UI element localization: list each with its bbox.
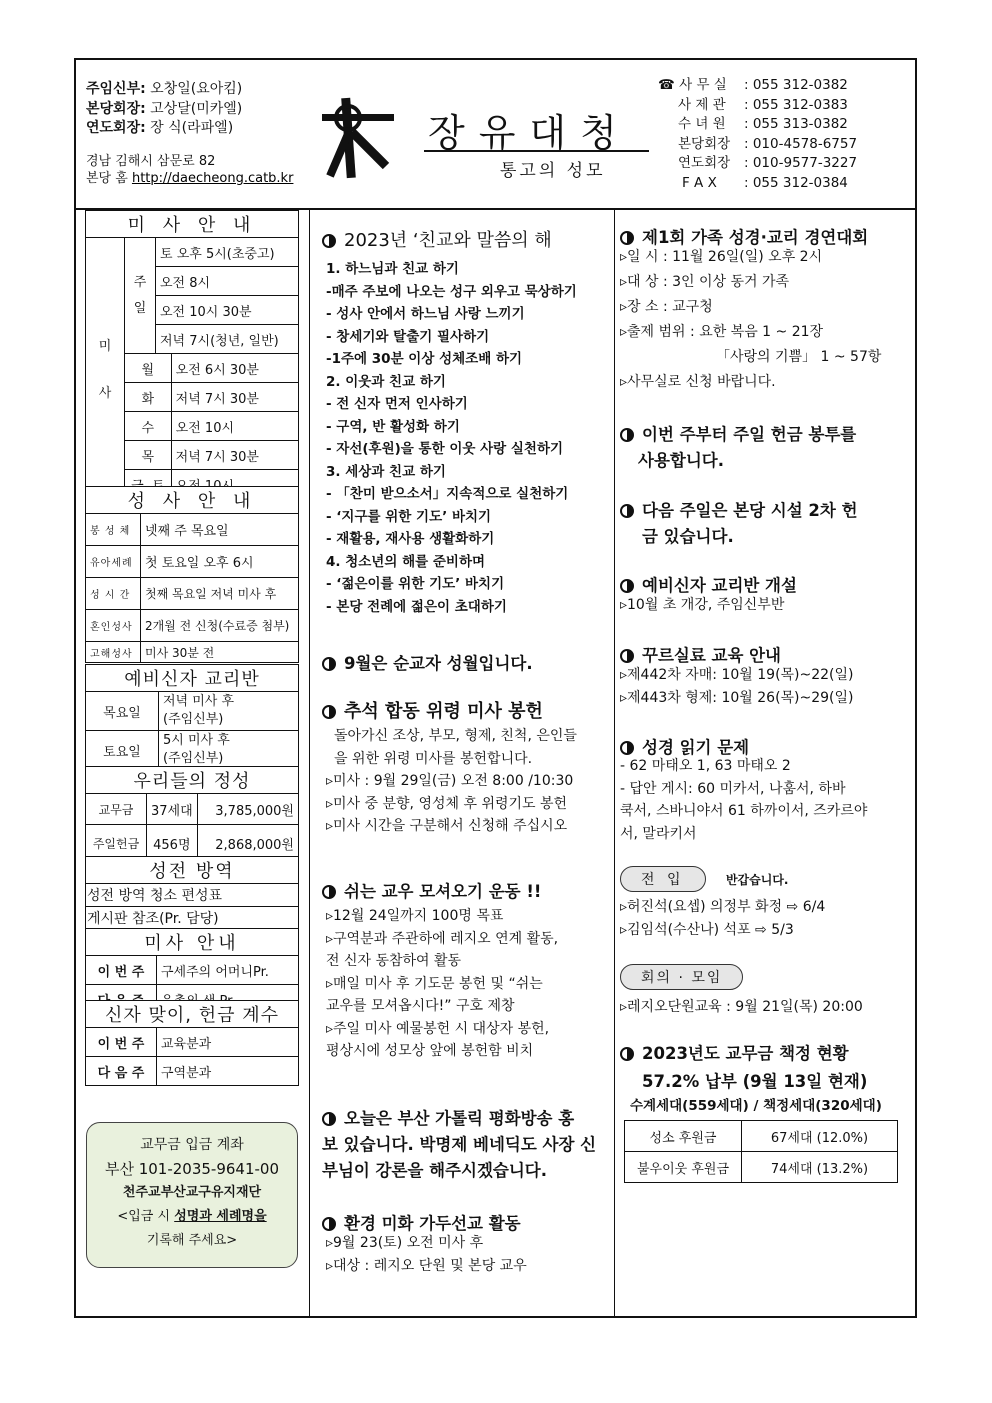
weekday-mon-time: 오전 6시 30분 (171, 354, 298, 383)
pre-class-heading: 예비신자 교리반 개설 (620, 572, 797, 596)
title-underline (424, 150, 649, 152)
transfer-pill: 전 입 (620, 866, 706, 892)
weekday-wed-time: 오전 10시 (171, 412, 298, 441)
sunday-side-label: 주 일 (125, 238, 156, 354)
envelope-line: 사용합니다. (638, 451, 724, 470)
half-moon-icon (322, 1112, 336, 1126)
homepage-link[interactable]: http://daecheong.catb.kr (131, 170, 294, 186)
facility-notice (620, 498, 858, 550)
staff-yeondo-president: 연도회장: 장 식(라파엘) (86, 120, 234, 136)
resting-line: 평상시에 성모상 앞에 봉헌함 비치 (326, 1043, 534, 1059)
envelope-line: 이번 주부터 주일 헌금 봉투를 (620, 422, 856, 448)
dues-heading: 2023년도 교무금 책정 현황 (620, 1040, 849, 1064)
cursillo-heading: 꾸르실료 교육 안내 (620, 642, 781, 666)
theme-line: - 성사 안에서 하느님 사랑 느끼기 (326, 306, 525, 322)
broadcast-notice (322, 1106, 596, 1184)
meeting-header (620, 964, 743, 990)
half-moon-icon (620, 504, 634, 518)
environment-heading: 환경 미화 가두선교 활동 (322, 1210, 521, 1234)
account-title: 교무금 입금 계좌 (140, 1137, 244, 1153)
theme-line: - ‘젊은이를 위한 기도’ 바치기 (326, 576, 505, 592)
resting-line: ▹구역분과 주관하에 레지오 연계 활동, (326, 930, 559, 947)
half-moon-icon (620, 649, 634, 663)
sacrament-value: 첫 토요일 오후 6시 (141, 546, 299, 578)
mass-info-table (85, 210, 299, 499)
parish-address: 경남 김해시 삼문로 82 (86, 154, 216, 169)
broadcast-line: 보 있습니다. 박명제 베네딕도 사장 신 (322, 1135, 597, 1154)
theme-line: 4. 청소년의 해를 준비하며 (326, 553, 486, 570)
mass-guide-choir: 구세주의 어머니Pr. (157, 956, 299, 985)
contest-heading: 제1회 가족 성경·교리 경연대회 (620, 224, 868, 248)
homepage-line: 본당 홈 http://daecheong.catb.kr (86, 170, 294, 186)
offering-type: 주일헌금 (86, 825, 147, 862)
theme-line: 2. 이웃과 친교 하기 (326, 373, 446, 390)
support-fund-value: 74세대 (13.2%) (742, 1152, 898, 1183)
support-fund-name: 성소 후원금 (625, 1121, 742, 1152)
catechumen-table (85, 664, 299, 770)
catechumen-day: 토요일 (86, 731, 159, 770)
contest-line: ▹출제 범위 : 요한 복음 1 ~ 21장 (620, 324, 824, 340)
sunday-mass-3: 오전 10시 30분 (156, 296, 299, 325)
staff-pastor: 주임신부: 오창일(요아킴) (86, 81, 243, 97)
chuseok-line: ▹미사 : 9월 29일(금) 오전 8:00 /10:30 (326, 773, 574, 789)
sunday-mass-1: 토 오후 5시(초중고) (156, 238, 299, 267)
contact-rectory: 사 제 관 : 055 312-0383 (678, 96, 848, 113)
sacrament-table (85, 486, 299, 663)
meeting-line: ▹레지오단원교육 : 9월 21일(목) 20:00 (620, 999, 863, 1015)
sacrament-key: 혼인성사 (86, 610, 141, 642)
weekday-tue: 화 (125, 383, 172, 412)
theme-line: -매주 주보에 나오는 성구 외우고 묵상하기 (326, 283, 577, 300)
transfer-greeting: 반갑습니다. (725, 873, 789, 887)
transfer-line: ▹허진석(요셉) 의정부 화정 ⇨ 6/4 (620, 899, 826, 915)
weekday-thu: 목 (125, 441, 172, 470)
contact-list (658, 76, 857, 193)
transfer-header (620, 866, 788, 892)
catechumen-detail: 5시 미사 후 (주임신부) (159, 731, 299, 770)
contest-line: 「사랑의 기쁨」 1 ~ 57항 (716, 349, 882, 365)
resting-line: 전 신자 동참하여 활동 (326, 953, 462, 969)
pre-class-body (620, 594, 784, 617)
offering-type: 교무금 (86, 794, 147, 825)
bulletin-title: 장유대청 (428, 111, 631, 155)
meeting-body (620, 996, 863, 1019)
catechumen-title: 예비신자 교리반 (86, 665, 299, 692)
environment-body (326, 1232, 527, 1277)
contest-line: ▹장 소 : 교구청 (620, 299, 713, 315)
resting-body (326, 905, 558, 1063)
mass-side-label: 미 사 (86, 238, 125, 499)
bible-line: - 답안 게시: 60 미카서, 나훔서, 하바 (620, 780, 846, 797)
chuseok-line: 돌아가신 조상, 부모, 형제, 친척, 은인들 (334, 728, 577, 744)
pre-class-line: ▹10월 초 개강, 주임신부반 (620, 597, 785, 613)
cursillo-body (620, 664, 854, 709)
dues-paid-rate: 57.2% 납부 (9월 13일 현재) (642, 1072, 868, 1091)
quarantine-row: 게시판 참조(Pr. 담당) (86, 907, 299, 930)
parish-address-block (86, 154, 293, 187)
theme-line: - 구역, 반 활성화 하기 (326, 418, 460, 435)
half-moon-icon (620, 579, 634, 593)
sacrament-key: 성 시 간 (86, 578, 141, 610)
transfer-line: ▹김임석(수산나) 석포 ⇨ 5/3 (620, 921, 794, 938)
contact-parish-president: 본당회장 : 010-4578-6757 (678, 135, 858, 152)
contact-yeondo-president: 연도회장 : 010-9577-3227 (678, 155, 858, 171)
bible-line: - 62 마태오 1, 63 마태오 2 (620, 758, 791, 774)
contact-convent: 수 녀 원 : 055 313-0382 (678, 116, 848, 132)
theme-line: - 재활용, 재사용 생활화하기 (326, 531, 495, 547)
bible-line: 서, 말라키서 (620, 825, 697, 842)
contest-line: ▹사무실로 신청 바랍니다. (620, 374, 776, 390)
column-divider-left (309, 209, 310, 1317)
envelope-notice (620, 422, 856, 474)
welcome-week: 이 번 주 (86, 1028, 157, 1057)
bulletin-subtitle: 통고의 성모 (500, 161, 606, 181)
half-moon-icon (620, 1047, 634, 1061)
offering-count: 37세대 (147, 794, 198, 825)
chuseok-line: ▹미사 중 분향, 영성체 후 위령기도 봉헌 (326, 795, 568, 812)
sacrament-key: 고해성사 (86, 642, 141, 663)
half-moon-icon (322, 234, 336, 248)
weekday-thu-time: 저녁 7시 30분 (171, 441, 298, 470)
theme-line: -1주에 30분 이상 성체조배 하기 (326, 351, 523, 367)
facility-line: 금 있습니다. (642, 527, 734, 546)
welcome-team: 교육분과 (157, 1028, 299, 1057)
year-theme-heading: 2023년 ‘친교와 말씀의 해 (322, 226, 552, 252)
theme-line: 1. 하느님과 친교 하기 (326, 261, 459, 277)
environment-line: ▹대상 : 레지오 단원 및 본당 교우 (326, 1257, 527, 1274)
sacrament-value: 넷째 주 목요일 (141, 514, 299, 546)
offerings-table (85, 766, 299, 862)
theme-line: 3. 세상과 친교 하기 (326, 463, 446, 480)
facility-line: 다음 주일은 본당 시설 2차 헌 (620, 498, 858, 524)
catechumen-day: 목요일 (86, 692, 159, 731)
cursillo-line: ▹제442차 자매: 10월 19(목)~22(일) (620, 667, 854, 683)
mass-info-title: 미 사 안 내 (86, 211, 299, 238)
year-theme-list (326, 258, 577, 618)
offering-amount: 3,785,000원 (197, 794, 298, 825)
account-note-2: 기록해 주세요> (146, 1233, 238, 1248)
staff-list (86, 80, 242, 139)
chuseok-line: ▹미사 시간을 구분해서 신청해 주십시오 (326, 818, 568, 834)
half-moon-icon (322, 657, 336, 671)
offerings-title: 우리들의 정성 (86, 767, 299, 794)
offering-count: 456명 (147, 825, 198, 862)
support-fund-table (624, 1120, 898, 1183)
bible-heading: 성경 읽기 문제 (620, 734, 749, 758)
transfer-body (620, 896, 825, 941)
welcome-table (85, 1000, 299, 1086)
theme-line: - 창세기와 탈출기 필사하기 (326, 328, 490, 345)
environment-line: ▹9월 23(토) 오전 미사 후 (326, 1235, 484, 1251)
cursillo-line: ▹제443차 형제: 10월 26(목)~29(일) (620, 689, 854, 706)
resting-line: 교우를 모셔옵시다!” 구호 제창 (326, 998, 515, 1014)
chuseok-line: 을 위한 위령 미사를 봉헌합니다. (334, 750, 533, 767)
sacrament-value: 미사 30분 전 (141, 642, 299, 663)
resting-line: ▹매일 미사 후 기도문 봉헌 및 “쉬는 (326, 975, 543, 992)
sunday-mass-2: 오전 8시 (156, 267, 299, 296)
sacrament-title: 성 사 안 내 (86, 487, 299, 514)
resting-line: ▹주일 미사 예물봉헌 시 대상자 봉헌, (326, 1020, 550, 1037)
mass-guide-week: 이 번 주 (86, 956, 157, 985)
staff-parish-president: 본당회장: 고상달(미카엘) (86, 100, 243, 117)
martyr-month-heading: 9월은 순교자 성월입니다. (322, 650, 533, 674)
weekday-wed: 수 (125, 412, 172, 441)
account-note-1: <입금 시 성명과 세례명을 (117, 1209, 267, 1224)
half-moon-icon (322, 885, 336, 899)
quarantine-row: 성전 방역 청소 편성표 (86, 884, 299, 907)
account-number: 부산 101-2035-9641-00 (104, 1160, 280, 1178)
support-fund-value: 67세대 (12.0%) (742, 1121, 898, 1152)
quarantine-table (85, 856, 299, 930)
theme-line: - 자선(후원)을 통한 이웃 사랑 실천하기 (326, 441, 564, 457)
contact-office: ☎ 사 무 실 : 055 312-0382 (658, 77, 848, 93)
chuseok-heading: 추석 합동 위령 미사 봉헌 (322, 697, 543, 723)
catechumen-detail: 저녁 미사 후 (주임신부) (159, 692, 299, 731)
bible-line: 쿡서, 스바니야서 61 하까이서, 즈카르야 (620, 803, 868, 819)
welcome-team: 구역분과 (157, 1057, 299, 1086)
sacrament-value: 첫째 목요일 저녁 미사 후 (141, 578, 299, 610)
bible-body (620, 755, 867, 845)
resting-line: ▹12월 24일까지 100명 목표 (326, 908, 504, 924)
half-moon-icon (322, 705, 336, 719)
chuseok-body (326, 725, 577, 838)
half-moon-icon (620, 231, 634, 245)
welcome-title: 신자 맞이, 헌금 계수 (86, 1001, 299, 1028)
weekday-mon: 월 (125, 354, 172, 383)
broadcast-line: 오늘은 부산 가톨릭 평화방송 홍 (322, 1106, 596, 1132)
sacrament-value: 2개월 전 신청(수료증 첨부) (141, 610, 299, 642)
account-holder: 천주교부산교구유지재단 (122, 1185, 262, 1200)
theme-line: - 본당 전례에 젊은이 초대하기 (326, 598, 507, 615)
half-moon-icon (322, 1217, 336, 1231)
support-fund-name: 불우이웃 후원금 (625, 1152, 742, 1183)
column-divider-right (614, 209, 615, 1317)
theme-line: - 전 신자 먼저 인사하기 (326, 396, 468, 412)
half-moon-icon (620, 428, 634, 442)
theme-line: - 「찬미 받으소서」지속적으로 실천하기 (326, 486, 569, 502)
meeting-pill: 회의 · 모임 (620, 964, 743, 990)
sacrament-key: 봉 성 체 (86, 514, 141, 546)
contact-fax: F A X : 055 312-0384 (682, 174, 848, 191)
weekday-tue-time: 저녁 7시 30분 (171, 383, 298, 412)
broadcast-line: 부님이 강론을 해주시겠습니다. (322, 1161, 547, 1180)
contest-body (620, 245, 881, 395)
offering-amount: 2,868,000원 (197, 825, 298, 862)
cross-logo (322, 96, 422, 180)
sacrament-key: 유아세례 (86, 546, 141, 578)
mass-guide-title: 미사 안내 (86, 929, 299, 956)
contest-line: ▹대 상 : 3인 이상 동거 가족 (620, 274, 790, 290)
quarantine-title: 성전 방역 (86, 857, 299, 884)
welcome-week: 다 음 주 (86, 1057, 157, 1086)
account-box (86, 1122, 298, 1268)
dues-households: 수계세대(559세대) / 책정세대(320세대) (630, 1098, 882, 1114)
theme-line: - ‘지구를 위한 기도’ 바치기 (326, 508, 492, 525)
contest-line: ▹일 시 : 11월 26일(일) 오후 2시 (620, 249, 823, 265)
resting-heading: 쉬는 교우 모셔오기 운동 !! (322, 878, 541, 902)
sunday-mass-4: 저녁 7시(청년, 일반) (156, 325, 299, 354)
half-moon-icon (620, 741, 634, 755)
